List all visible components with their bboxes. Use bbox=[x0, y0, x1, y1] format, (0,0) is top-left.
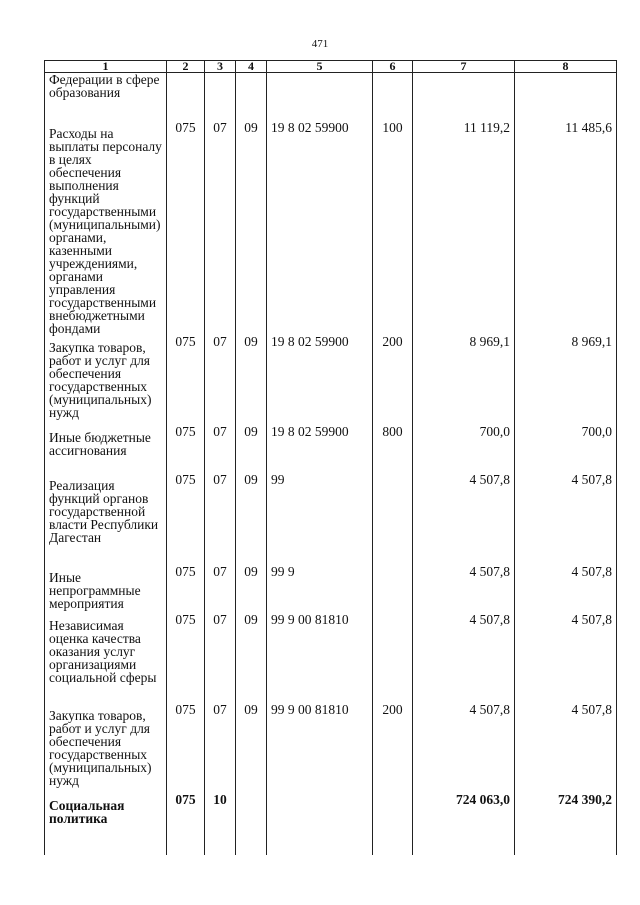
cell-admin-code: 075 bbox=[167, 335, 205, 425]
cell-admin-code: 075 bbox=[167, 703, 205, 793]
cell-admin-code: 075 bbox=[167, 425, 205, 473]
cell-amount-1: 4 507,8 bbox=[413, 473, 515, 565]
cell-section: 10 bbox=[205, 793, 236, 829]
row-name: Независимая оценка качества оказания услуг организациями социальной сферы bbox=[45, 613, 167, 703]
row-name: Иные непрограммные мероприятия bbox=[45, 565, 167, 613]
cell-target-code: 19 8 02 59900 bbox=[267, 425, 373, 473]
budget-table bbox=[44, 60, 617, 855]
cell-amount-1: 700,0 bbox=[413, 425, 515, 473]
header-col-5: 5 bbox=[267, 61, 373, 73]
cell-admin-code: 075 bbox=[167, 613, 205, 703]
cell-section bbox=[205, 73, 236, 122]
table-row bbox=[45, 613, 617, 703]
cell-target-code: 19 8 02 59900 bbox=[267, 335, 373, 425]
table-row bbox=[45, 73, 617, 122]
row-name: Федерации в сфере образования bbox=[45, 73, 167, 122]
cell-subsection: 09 bbox=[236, 613, 267, 703]
header-col-2: 2 bbox=[167, 61, 205, 73]
cell-amount-2: 11 485,6 bbox=[515, 121, 617, 335]
header-row bbox=[45, 61, 617, 73]
cell-admin-code bbox=[167, 73, 205, 122]
cell-expense-type bbox=[373, 793, 413, 829]
cell-expense-type bbox=[373, 473, 413, 565]
cell-subsection bbox=[236, 793, 267, 829]
page-number: 471 bbox=[311, 38, 329, 50]
table-row-total bbox=[45, 793, 617, 829]
cell-amount-1: 4 507,8 bbox=[413, 703, 515, 793]
cell-admin-code: 075 bbox=[167, 473, 205, 565]
cell-amount-1: 11 119,2 bbox=[413, 121, 515, 335]
cell-amount-2: 724 390,2 bbox=[515, 793, 617, 829]
cell-admin-code: 075 bbox=[167, 793, 205, 829]
cell-subsection: 09 bbox=[236, 565, 267, 613]
header-col-4: 4 bbox=[236, 61, 267, 73]
cell-section: 07 bbox=[205, 473, 236, 565]
table-row-empty bbox=[45, 829, 617, 855]
cell-subsection: 09 bbox=[236, 703, 267, 793]
cell-amount-1: 724 063,0 bbox=[413, 793, 515, 829]
header-col-8: 8 bbox=[515, 61, 617, 73]
cell-amount-1 bbox=[413, 73, 515, 122]
cell-amount-2 bbox=[515, 73, 617, 122]
row-name: Закупка товаров, работ и услуг для обеспечения государственных (муниципальных) нужд bbox=[45, 335, 167, 425]
table-row bbox=[45, 565, 617, 613]
cell-section: 07 bbox=[205, 703, 236, 793]
table-row bbox=[45, 703, 617, 793]
cell-expense-type bbox=[373, 565, 413, 613]
cell-amount-2: 4 507,8 bbox=[515, 703, 617, 793]
cell-target-code bbox=[267, 73, 373, 122]
table-row bbox=[45, 473, 617, 565]
cell-expense-type bbox=[373, 613, 413, 703]
cell-subsection: 09 bbox=[236, 121, 267, 335]
table-row bbox=[45, 425, 617, 473]
cell-amount-2: 4 507,8 bbox=[515, 473, 617, 565]
header-col-6: 6 bbox=[373, 61, 413, 73]
cell-amount-2: 700,0 bbox=[515, 425, 617, 473]
cell-expense-type: 200 bbox=[373, 335, 413, 425]
cell-amount-2: 8 969,1 bbox=[515, 335, 617, 425]
cell-target-code: 99 9 00 81810 bbox=[267, 703, 373, 793]
cell-target-code bbox=[267, 793, 373, 829]
cell-expense-type: 800 bbox=[373, 425, 413, 473]
row-name: Социальная политика bbox=[45, 793, 167, 829]
cell-subsection: 09 bbox=[236, 425, 267, 473]
row-name: Реализация функций органов государственной власти Республики Дагестан bbox=[45, 473, 167, 565]
row-name: Закупка товаров, работ и услуг для обеспечения государственных (муниципальных) нужд bbox=[45, 703, 167, 793]
cell-expense-type: 100 bbox=[373, 121, 413, 335]
cell-amount-2: 4 507,8 bbox=[515, 613, 617, 703]
cell-amount-1: 8 969,1 bbox=[413, 335, 515, 425]
cell-section: 07 bbox=[205, 613, 236, 703]
header-col-3: 3 bbox=[205, 61, 236, 73]
cell-section: 07 bbox=[205, 121, 236, 335]
cell-amount-1: 4 507,8 bbox=[413, 613, 515, 703]
cell-amount-2: 4 507,8 bbox=[515, 565, 617, 613]
cell-subsection: 09 bbox=[236, 473, 267, 565]
table-row bbox=[45, 121, 617, 335]
row-name: Расходы на выплаты персоналу в целях обеспечения выполнения функций государственными (муниципальными) органами, казенными учреждениями, органами управления государственными внебюджетными фондами bbox=[45, 121, 167, 335]
cell-section: 07 bbox=[205, 425, 236, 473]
header-col-7: 7 bbox=[413, 61, 515, 73]
header-col-1: 1 bbox=[45, 61, 167, 73]
row-name: Иные бюджетные ассигнования bbox=[45, 425, 167, 473]
cell-expense-type bbox=[373, 73, 413, 122]
cell-subsection: 09 bbox=[236, 335, 267, 425]
table-row bbox=[45, 335, 617, 425]
cell-target-code: 99 9 00 81810 bbox=[267, 613, 373, 703]
cell-admin-code: 075 bbox=[167, 121, 205, 335]
cell-subsection bbox=[236, 73, 267, 122]
cell-amount-1: 4 507,8 bbox=[413, 565, 515, 613]
cell-target-code: 99 bbox=[267, 473, 373, 565]
cell-admin-code: 075 bbox=[167, 565, 205, 613]
cell-target-code: 99 9 bbox=[267, 565, 373, 613]
cell-section: 07 bbox=[205, 335, 236, 425]
cell-expense-type: 200 bbox=[373, 703, 413, 793]
cell-section: 07 bbox=[205, 565, 236, 613]
cell-target-code: 19 8 02 59900 bbox=[267, 121, 373, 335]
